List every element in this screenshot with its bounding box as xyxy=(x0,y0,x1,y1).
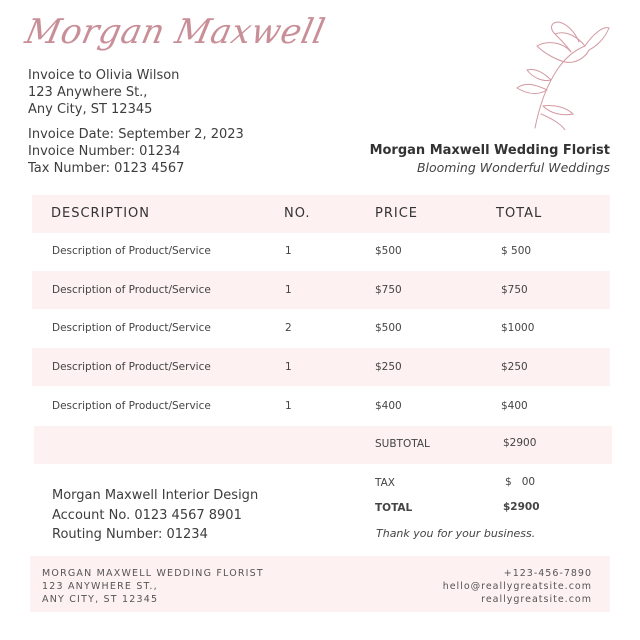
row-2-total: $750 xyxy=(501,284,528,296)
bank-routing: Routing Number: 01234 xyxy=(52,527,208,542)
bill-to-name: Invoice to Olivia Wilson xyxy=(28,68,180,83)
total-value: $2900 xyxy=(503,501,540,513)
row-5-price: $400 xyxy=(375,400,402,412)
tax-label: TAX xyxy=(375,477,395,489)
footer-city: ANY CITY, ST 12345 xyxy=(42,594,159,605)
footer-right xyxy=(443,567,592,606)
row-1-total: $ 500 xyxy=(501,245,532,257)
footer-street: 123 ANYWHERE ST., xyxy=(42,581,158,592)
header-no: NO. xyxy=(284,206,311,221)
footer-website[interactable]: reallygreatsite.com xyxy=(481,594,592,605)
flower-illustration xyxy=(505,18,615,130)
row-5-qty: 1 xyxy=(285,400,292,412)
bill-to-city: Any City, ST 12345 xyxy=(28,102,153,117)
row-4-price: $250 xyxy=(375,361,402,373)
footer-email[interactable]: hello@reallygreatsite.com xyxy=(442,581,592,592)
bill-to-block xyxy=(28,67,179,118)
row-4-description: Description of Product/Service xyxy=(52,361,211,373)
invoice-info-block xyxy=(28,126,244,177)
brand-logo: Morgan Maxwell xyxy=(21,12,329,52)
thank-you-note: Thank you for your business. xyxy=(376,527,536,540)
row-5-total: $400 xyxy=(501,400,528,412)
bill-to-street: 123 Anywhere St., xyxy=(28,85,148,100)
subtotal-label: SUBTOTAL xyxy=(375,438,430,450)
header-description: DESCRIPTION xyxy=(51,206,150,221)
bank-name: Morgan Maxwell Interior Design xyxy=(52,488,259,503)
bank-account: Account No. 0123 4567 8901 xyxy=(52,508,242,523)
company-tagline: Blooming Wonderful Weddings xyxy=(416,160,610,175)
row-2-price: $750 xyxy=(375,284,402,296)
row-4-qty: 1 xyxy=(285,361,292,373)
row-4-total: $250 xyxy=(501,361,528,373)
invoice-date: Invoice Date: September 2, 2023 xyxy=(28,127,244,142)
footer-left xyxy=(42,567,264,606)
row-1-qty: 1 xyxy=(285,245,292,257)
invoice-number: Invoice Number: 01234 xyxy=(28,144,181,159)
total-label: TOTAL xyxy=(375,502,413,514)
tax-number: Tax Number: 0123 4567 xyxy=(28,161,185,176)
row-2-qty: 1 xyxy=(285,284,292,296)
row-3-qty: 2 xyxy=(285,322,292,334)
header-price: PRICE xyxy=(375,206,418,221)
footer-company: MORGAN MAXWELL WEDDING FLORIST xyxy=(42,568,264,579)
header-total: TOTAL xyxy=(496,206,543,221)
row-3-total: $1000 xyxy=(501,322,535,334)
subtotal-value: $2900 xyxy=(503,437,537,449)
row-3-price: $500 xyxy=(375,322,402,334)
row-1-price: $500 xyxy=(375,245,402,257)
footer-phone[interactable]: +123-456-7890 xyxy=(503,568,592,579)
company-name: Morgan Maxwell Wedding Florist xyxy=(369,143,610,158)
row-1-description: Description of Product/Service xyxy=(52,245,211,257)
row-5-description: Description of Product/Service xyxy=(52,400,211,412)
row-3-description: Description of Product/Service xyxy=(52,322,211,334)
row-2-description: Description of Product/Service xyxy=(52,284,211,296)
tax-value: $ 00 xyxy=(505,476,536,488)
